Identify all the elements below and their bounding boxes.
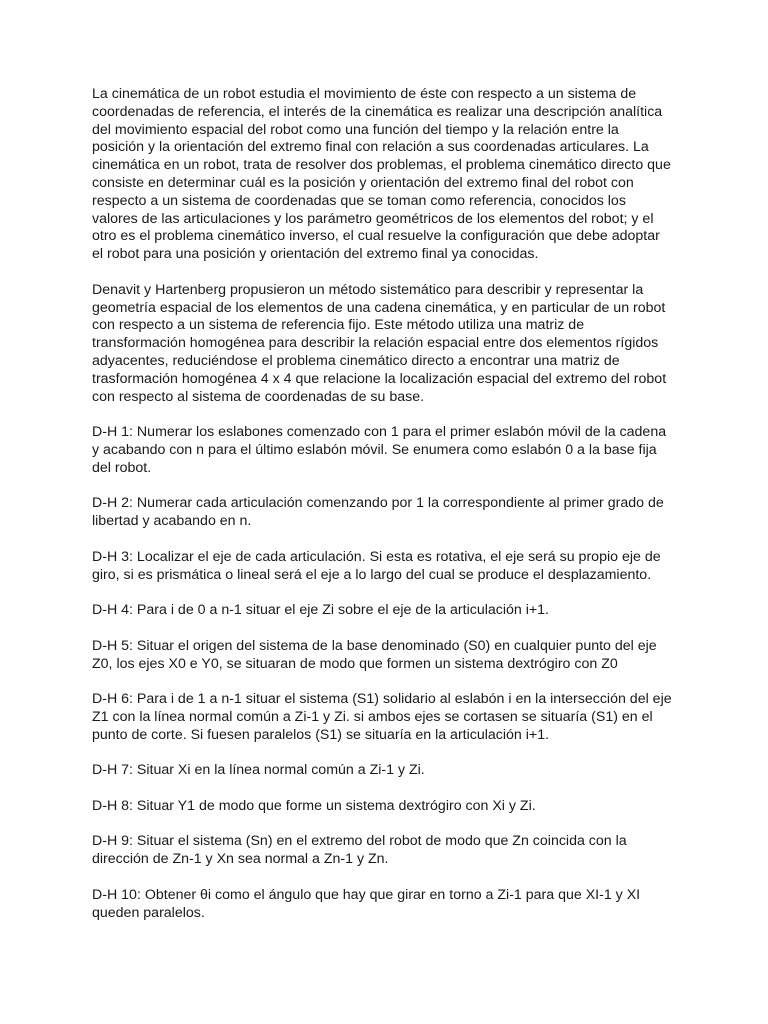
paragraph-dh-step-5: D-H 5: Situar el origen del sistema de la base denominado (S0) en cualquier punto del eje Z0, los ejes X0 e Y0, se situaran de modo que formen un sistema dextrógiro con Z0	[92, 637, 657, 672]
paragraph-dh-step-3: D-H 3: Localizar el eje de cada articulación. Si esta es rotativa, el eje será su propio eje de giro, si es prismática o lineal será el eje a lo largo del cual se produce el desplazamiento.	[92, 548, 661, 583]
paragraph-dh-step-7: D-H 7: Situar Xi en la línea normal común a Zi-1 y Zi.	[92, 762, 425, 779]
paragraph-dh-step-2: D-H 2: Numerar cada articulación comenzando por 1 la correspondiente al primer grado de libertad y acabando en n.	[92, 495, 664, 530]
paragraph-denavit-hartenberg: Denavit y Hartenberg propusieron un método sistemático para describir y representar la geometría espacial de los elementos de una cadena cinemática, y en particular de un robot con respecto a un sistema de referencia fijo. Este método utiliza una matriz de transformación homogénea para describir la relación espacial entre dos elementos rígidos adyacentes, reduciéndose el problema cinemático directo a encontrar una matriz de trasformación homogénea 4 x 4 que relacione la localización espacial del extremo del robot con respecto al sistema de coordenadas de su base.	[92, 281, 667, 405]
paragraph-dh-step-10: D-H 10: Obtener θi como el ángulo que hay que girar en torno a Zi-1 para que XI-1 y XI queden paralelos.	[92, 886, 641, 921]
paragraph-dh-step-8: D-H 8: Situar Y1 de modo que forme un sistema dextrógiro con Xi y Zi.	[92, 797, 536, 814]
document-body	[92, 86, 682, 940]
paragraph-dh-step-6: D-H 6: Para i de 1 a n-1 situar el sistema (S1) solidario al eslabón i en la intersección del eje Z1 con la línea normal común a Zi-1 y Zi. si ambos ejes se cortasen se situaría (S1) en el punto de corte. Si fuesen paralelos (S1) se situaría en la articulación i+1.	[92, 691, 672, 743]
paragraph-dh-step-4: D-H 4: Para i de 0 a n-1 situar el eje Zi sobre el eje de la articulación i+1.	[92, 602, 549, 619]
paragraph-dh-step-9: D-H 9: Situar el sistema (Sn) en el extremo del robot de modo que Zn coincida con la dirección de Zn-1 y Xn sea normal a Zn-1 y Zn.	[92, 833, 627, 868]
paragraph-kinematics-intro: La cinemática de un robot estudia el movimiento de éste con respecto a un sistema de coordenadas de referencia, el interés de la cinemática es realizar una descripción analítica del movimiento espacial del robot como una función del tiempo y la relación entre la posición y la orientación del extremo final con relación a sus coordenadas articulares. La cinemática en un robot, trata de resolver dos problemas, el problema cinemático directo que consiste en determinar cuál es la posición y orientación del extremo final del robot con respecto a un sistema de coordenadas que se toman como referencia, conocidos los valores de las articulaciones y los parámetro geométricos de los elementos del robot; y el otro es el problema cinemático inverso, el cual resuelve la configuración que debe adoptar el robot para una posición y orientación del extremo final ya conocidas.	[92, 86, 671, 263]
paragraph-dh-step-1: D-H 1: Numerar los eslabones comenzado con 1 para el primer eslabón móvil de la cadena y acabando con n para el último eslabón móvil. Se enumera como eslabón 0 a la base fija del robot.	[92, 424, 667, 476]
